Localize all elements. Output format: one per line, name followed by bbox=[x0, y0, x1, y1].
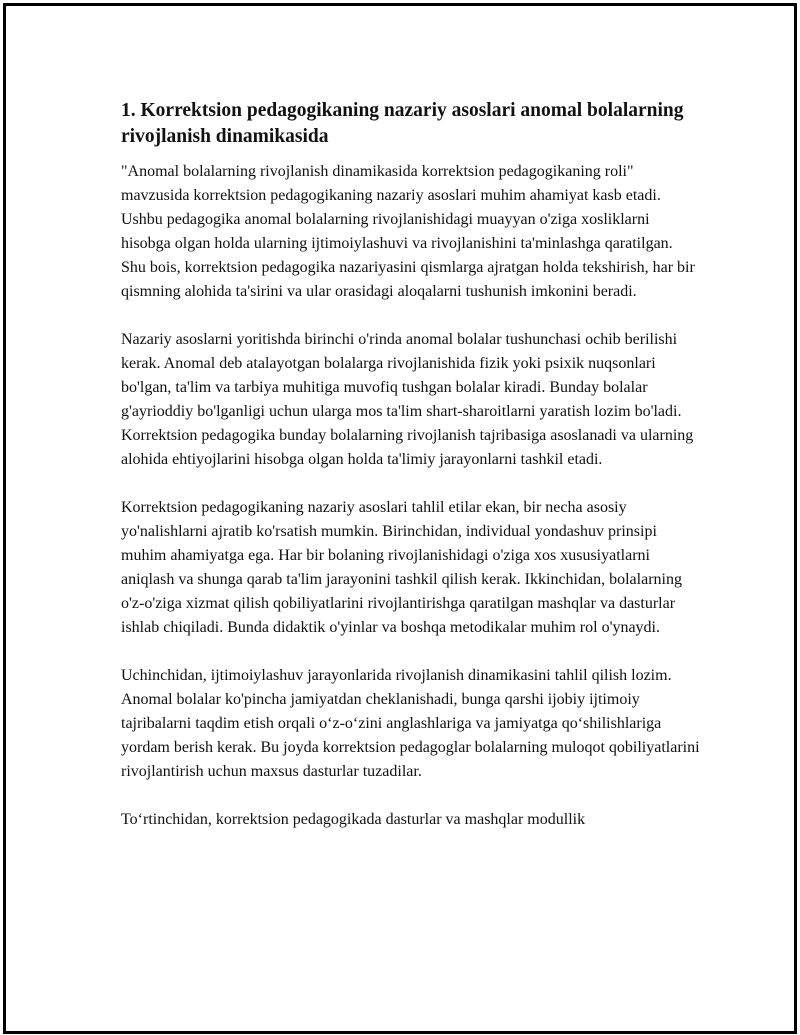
paragraph-1: "Anomal bolalarning rivojlanish dinamikasida korrektsion pedagogikaning roli" mavzusida korrektsion pedagogikaning nazariy asoslari muhim ahamiyat kasb etadi. Ushbu pedagogika anomal bolalarning rivojlanishidagi muayyan o'ziga xosliklarni hisobga olgan holda ularning ijtimoiylashuvi va rivojlanishini ta'minlashga qaratilgan. Shu bois, korrektsion pedagogika nazariyasini qismlarga ajratgan holda tekshirish, har bir qismning alohida ta'sirini va ular orasidagi aloqalarni tushunish imkonini beradi. bbox=[121, 163, 695, 300]
document-body bbox=[121, 98, 701, 856]
paragraph-4: Uchinchidan, ijtimoiylashuv jarayonlarida rivojlanish dinamikasini tahlil qilish lozim. Anomal bolalar ko'pincha jamiyatdan cheklanishadi, bunga qarshi ijobiy ijtimoiy tajribalarni taqdim etish orqali o‘z-o‘zini anglashlariga va jamiyatga qo‘shilishlariga yordam berish kerak. Bu joyda korrektsion pedagoglar bolalarning muloqot qobiliyatlarini rivojlantirish uchun maxsus dasturlar tuzadilar. bbox=[121, 667, 700, 780]
paragraph-3: Korrektsion pedagogikaning nazariy asoslari tahlil etilar ekan, bir necha asosiy yo'nalishlarni ajratib ko'rsatish mumkin. Birinchidan, individual yondashuv prinsipi muhim ahamiyatga ega. Har bir bolaning rivojlanishidagi o'ziga xos xususiyatlarni aniqlash va shunga qarab ta'lim jarayonini tashkil qilish kerak. Ikkinchidan, bolalarning o'z-o'ziga xizmat qilish qobiliyatlarini rivojlantirishga qaratilgan mashqlar va dasturlar ishlab chiqiladi. Bunda didaktik o'yinlar va boshqa metodikalar muhim rol o'ynaydi. bbox=[121, 499, 682, 636]
paragraph-5: To‘rtinchidan, korrektsion pedagogikada dasturlar va mashqlar modullik bbox=[121, 811, 586, 828]
paragraph-2: Nazariy asoslarni yoritishda birinchi o'rinda anomal bolalar tushunchasi ochib berilishi kerak. Anomal deb atalayotgan bolalarga rivojlanishida fizik yoki psixik nuqsonlari bo'lgan, ta'lim va tarbiya muhitiga muvofiq tushgan bolalar kiradi. Bunday bolalar g'ayrioddiy bo'lganligi uchun ularga mos ta'lim shart-sharoitlarni yaratish lozim bo'ladi. Korrektsion pedagogika bunday bolalarning rivojlanish tajribasiga asoslanadi va ularning alohida ehtiyojlarini hisobga olgan holda ta'limiy jarayonlarni tashkil etadi. bbox=[121, 331, 694, 468]
section-heading: 1. Korrektsion pedagogikaning nazariy asoslari anomal bolalarning rivojlanish dinamikasida bbox=[121, 100, 684, 147]
document-page bbox=[3, 3, 797, 1034]
